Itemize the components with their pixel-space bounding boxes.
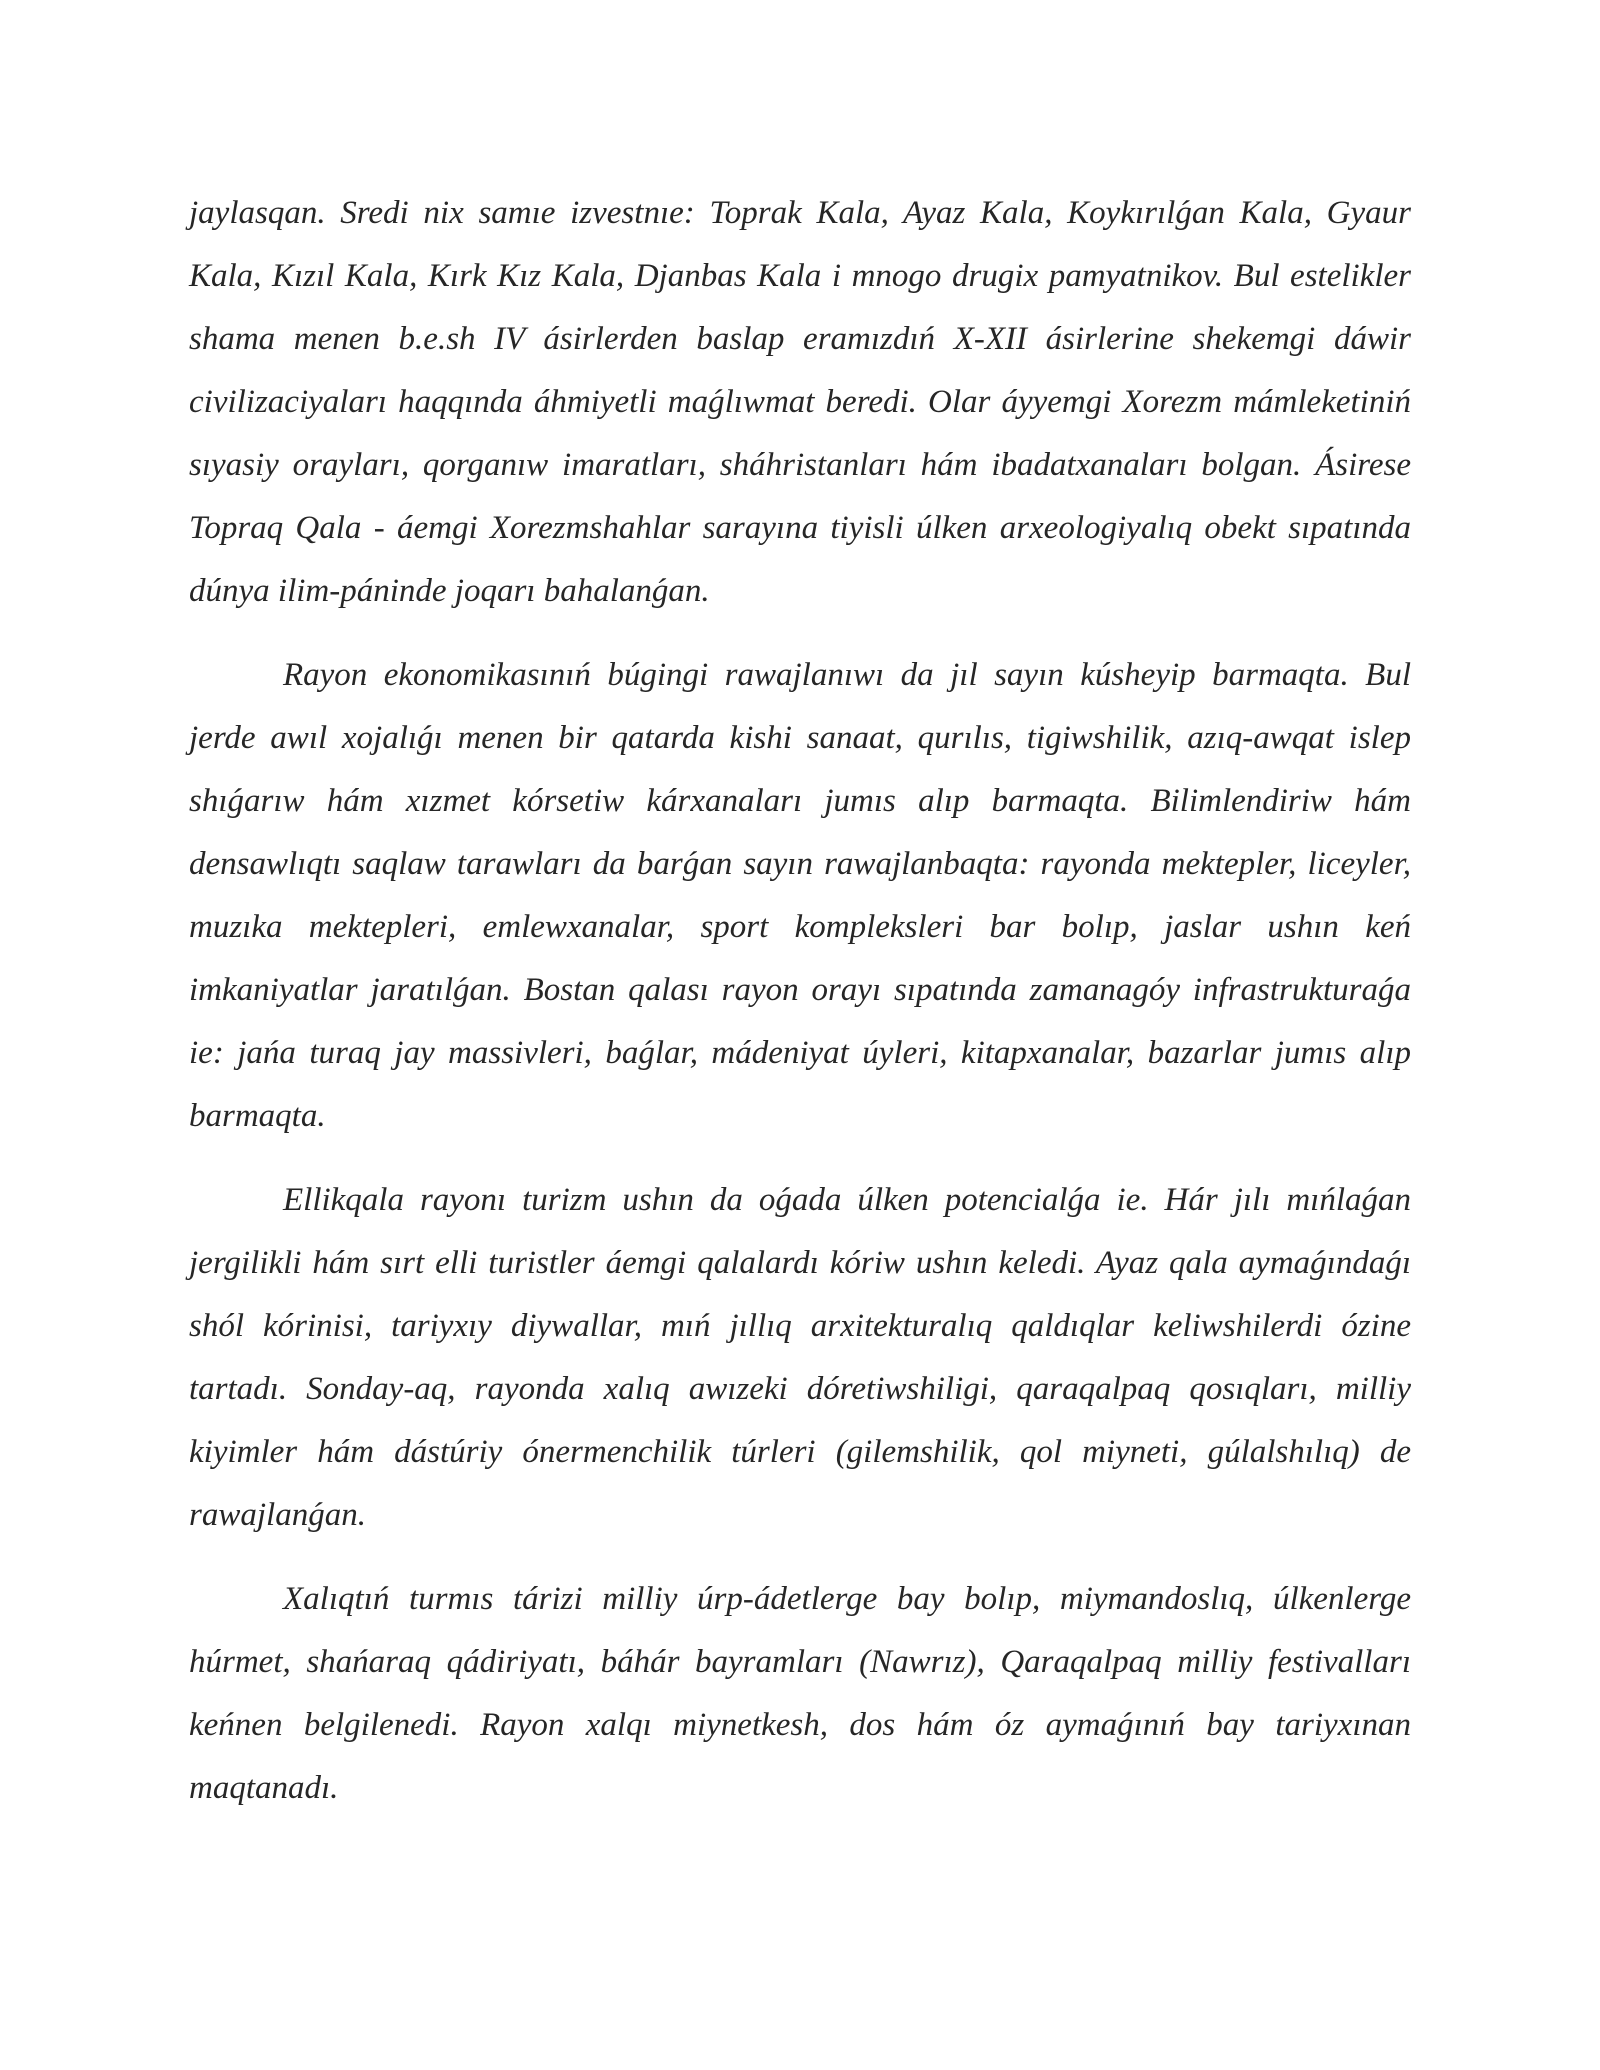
paragraph-economy: Rayon ekonomikasınıń búgingi rawajlanıwı da jıl sayın kúsheyip barmaqta. Bul jerde awıl xojalıǵı menen bir qatarda kishi sanaat, qurılıs, tigiwshilik, azıq-awqat islep shıǵarıw hám xızmet kórsetiw kárxanaları jumıs alıp barmaqta. Bilimlendiriw hám densawlıqtı saqlaw tarawları da barǵan sayın rawajlanbaqta: rayonda mektepler, liceyler, muzıka mektepleri, emlewxanalar, sport kompleksleri bar bolıp, jaslar ushın keń imkaniyatlar jaratılǵan. Bostan qalası rayon orayı sıpatında zamanagóy infrastrukturaǵa ie: jańa turaq jay massivleri, baǵlar, mádeniyat úyleri, kitapxanalar, bazarlar jumıs alıp barmaqta. [189,657,1411,1134]
paragraph-tourism: Ellikqala rayonı turizm ushın da oǵada úlken potencialǵa ie. Hár jılı mıńlaǵan jergilikli hám sırt elli turistler áemgi qalalardı kóriw ushın keledi. Ayaz qala aymaǵındaǵı shól kórinisi, tariyxıy diywallar, mıń jıllıq arxitekturalıq qaldıqlar keliwshilerdi ózine tartadı. Sonday-aq, rayonda xalıq awızeki dóretiwshiligi, qaraqalpaq qosıqları, milliy kiyimler hám dástúriy ónermenchilik túrleri (gilemshilik, qol miyneti, gúlalshılıq) de rawajlanǵan. [189,1182,1411,1533]
paragraph-traditions: Xalıqtıń turmıs tárizi milliy úrp-ádetlerge bay bolıp, miymandoslıq, úlkenlerge húrmet, shańaraq qádiriyatı, báhár bayramları (Nawrız), Qaraqalpaq milliy festivalları keńnen belgilenedi. Rayon xalqı miynetkesh, dos hám óz aymaǵınıń bay tariyxınan maqtanadı. [189,1581,1411,1806]
document-body [189,182,1411,1841]
paragraph-archaeological-sites: jaylasqan. Sredi nix samıe izvestnıe: Toprak Kala, Ayaz Kala, Koykırılǵan Kala, Gyaur Kala, Kızıl Kala, Kırk Kız Kala, Djanbas Kala i mnogo drugix pamyatnikov. Bul estelikler shama menen b.e.sh IV ásirlerden baslap eramızdıń X-XII ásirlerine shekemgi dáwir civilizaciyaları haqqında áhmiyetli maǵlıwmat beredi. Olar áyyemgi Xorezm mámleketiniń sıyasiy orayları, qorganıw imaratları, sháhristanları hám ibadatxanaları bolgan. Ásirese Topraq Qala - áemgi Xorezmshahlar sarayına tiyisli úlken arxeologiyalıq obekt sıpatında dúnya ilim-pániпde joqarı bahalanǵan. [189,195,1411,609]
